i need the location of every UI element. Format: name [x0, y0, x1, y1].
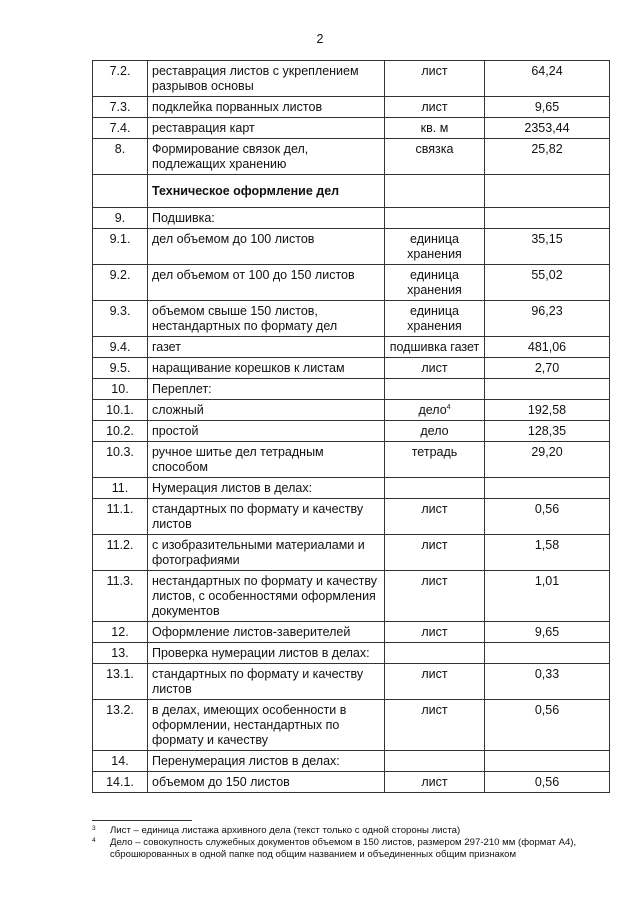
unit-text: дело — [418, 403, 447, 417]
row-number-text: 9.3. — [109, 304, 131, 318]
row-number-cell — [93, 61, 148, 97]
service-name-text: Переплет: — [152, 382, 212, 396]
table-row — [93, 571, 610, 622]
service-name-cell — [148, 700, 385, 751]
price-text: 64,24 — [531, 64, 563, 78]
table-row — [93, 208, 610, 229]
service-name-cell — [148, 301, 385, 337]
unit-cell — [385, 379, 485, 400]
row-number-cell — [93, 301, 148, 337]
price-cell — [485, 208, 610, 229]
row-number-text: 13. — [111, 646, 129, 660]
price-cell — [485, 337, 610, 358]
table-row — [93, 499, 610, 535]
service-name-text: объемом свыше 150 листов, нестандартных по формату дел — [152, 304, 338, 333]
price-text: 29,20 — [531, 445, 563, 459]
price-cell — [485, 175, 610, 208]
price-cell — [485, 379, 610, 400]
table-row — [93, 139, 610, 175]
row-number-cell — [93, 175, 148, 208]
unit-cell — [385, 118, 485, 139]
row-number-cell — [93, 118, 148, 139]
footnote-reference: 4 — [446, 404, 451, 411]
footnotes — [92, 825, 592, 861]
unit-text: лист — [421, 625, 448, 639]
service-name-text: Проверка нумерации листов в делах: — [152, 646, 370, 660]
service-name-text: газет — [152, 340, 181, 354]
table-row — [93, 97, 610, 118]
service-name-cell — [148, 772, 385, 793]
table-row — [93, 772, 610, 793]
row-number-text: 8. — [114, 142, 126, 156]
unit-cell — [385, 751, 485, 772]
price-cell — [485, 139, 610, 175]
service-name-text: подклейка порванных листов — [152, 100, 323, 114]
price-cell — [485, 643, 610, 664]
row-number-cell — [93, 421, 148, 442]
service-name-text: в делах, имеющих особенности в оформлении, нестандартных по формату и качеству — [152, 703, 347, 747]
service-name-cell — [148, 229, 385, 265]
service-name-cell — [148, 442, 385, 478]
service-name-cell — [148, 571, 385, 622]
row-number-text: 13.2. — [106, 703, 134, 717]
unit-cell — [385, 61, 485, 97]
service-name-text: наращивание корешков к листам — [152, 361, 345, 375]
unit-text: дело — [420, 424, 449, 438]
service-name-text: дел объемом от 100 до 150 листов — [152, 268, 355, 282]
row-number-cell — [93, 478, 148, 499]
service-name-text: реставрация листов с укреплением разрывов основы — [152, 64, 359, 93]
row-number-text: 7.3. — [109, 100, 131, 114]
service-name-cell — [148, 61, 385, 97]
service-name-cell — [148, 400, 385, 421]
table-row — [93, 229, 610, 265]
unit-cell — [385, 229, 485, 265]
unit-cell — [385, 664, 485, 700]
service-name-cell — [148, 643, 385, 664]
service-name-cell — [148, 535, 385, 571]
row-number-cell — [93, 139, 148, 175]
unit-cell — [385, 97, 485, 118]
unit-text: подшивка газет — [389, 340, 480, 354]
price-cell — [485, 772, 610, 793]
service-name-text: Формирование связок дел, подлежащих хранению — [152, 142, 309, 171]
service-name-cell — [148, 118, 385, 139]
service-name-text: Оформление листов-заверителей — [152, 625, 351, 639]
row-number-cell — [93, 664, 148, 700]
unit-cell — [385, 400, 485, 421]
price-text: 1,58 — [534, 538, 560, 552]
row-number-cell — [93, 772, 148, 793]
unit-text: единица хранения — [407, 304, 462, 333]
service-name-text: объемом до 150 листов — [152, 775, 290, 789]
price-table-body — [93, 61, 610, 793]
row-number-cell — [93, 337, 148, 358]
service-name-cell — [148, 664, 385, 700]
row-number-cell — [93, 571, 148, 622]
unit-cell — [385, 772, 485, 793]
row-number-text: 10.1. — [106, 403, 134, 417]
row-number-text: 10.3. — [106, 445, 134, 459]
table-row — [93, 751, 610, 772]
row-number-text: 10. — [111, 382, 129, 396]
unit-cell — [385, 571, 485, 622]
row-number-cell — [93, 229, 148, 265]
row-number-text: 9.2. — [109, 268, 131, 282]
unit-text: лист — [421, 574, 448, 588]
unit-text: лист — [421, 64, 448, 78]
table-row — [93, 61, 610, 97]
row-number-text: 10.2. — [106, 424, 134, 438]
row-number-cell — [93, 622, 148, 643]
row-number-text: 14. — [111, 754, 129, 768]
unit-text: лист — [421, 775, 448, 789]
price-cell — [485, 229, 610, 265]
table-row — [93, 301, 610, 337]
unit-text: лист — [421, 667, 448, 681]
price-cell — [485, 478, 610, 499]
service-name-cell — [148, 208, 385, 229]
table-row — [93, 400, 610, 421]
table-row — [93, 622, 610, 643]
unit-cell — [385, 478, 485, 499]
service-name-cell — [148, 622, 385, 643]
service-name-cell — [148, 751, 385, 772]
price-text: 0,56 — [534, 703, 560, 717]
price-cell — [485, 499, 610, 535]
unit-text: кв. м — [420, 121, 449, 135]
table-row — [93, 700, 610, 751]
service-name-text: Техническое оформление дел — [152, 184, 340, 198]
price-cell — [485, 622, 610, 643]
price-text: 481,06 — [527, 340, 567, 354]
page-number: 2 — [316, 32, 324, 46]
unit-cell — [385, 643, 485, 664]
table-row — [93, 442, 610, 478]
service-name-text: простой — [152, 424, 199, 438]
row-number-cell — [93, 265, 148, 301]
price-text: 9,65 — [534, 100, 560, 114]
footnote-3 — [92, 825, 592, 837]
unit-cell — [385, 208, 485, 229]
table-row — [93, 337, 610, 358]
price-text: 2,70 — [534, 361, 560, 375]
unit-text: лист — [421, 361, 448, 375]
price-text: 0,56 — [534, 775, 560, 789]
service-name-text: реставрация карт — [152, 121, 255, 135]
table-row — [93, 664, 610, 700]
price-text: 0,56 — [534, 502, 560, 516]
table-row — [93, 265, 610, 301]
footnote-mark: 3 — [92, 825, 96, 832]
table-row — [93, 421, 610, 442]
service-name-text: стандартных по формату и качеству листов — [152, 502, 364, 531]
price-cell — [485, 118, 610, 139]
price-cell — [485, 400, 610, 421]
row-number-cell — [93, 208, 148, 229]
unit-text: связка — [415, 142, 454, 156]
unit-text: лист — [421, 502, 448, 516]
price-cell — [485, 421, 610, 442]
row-number-text: 11.1. — [106, 502, 134, 516]
unit-cell — [385, 139, 485, 175]
service-name-cell — [148, 478, 385, 499]
price-text: 9,65 — [534, 625, 560, 639]
row-number-text: 9.5. — [109, 361, 131, 375]
price-cell — [485, 700, 610, 751]
row-number-text: 12. — [111, 625, 129, 639]
unit-cell — [385, 622, 485, 643]
price-cell — [485, 97, 610, 118]
unit-cell — [385, 535, 485, 571]
row-number-cell — [93, 751, 148, 772]
price-text: 0,33 — [534, 667, 560, 681]
price-cell — [485, 751, 610, 772]
service-name-text: нестандартных по формату и качеству листов, с особенностями оформления документов — [152, 574, 377, 618]
service-name-cell — [148, 175, 385, 208]
service-name-cell — [148, 337, 385, 358]
footnote-4 — [92, 837, 592, 861]
price-cell — [485, 61, 610, 97]
unit-cell — [385, 337, 485, 358]
unit-text: единица хранения — [407, 268, 462, 297]
price-table — [92, 60, 610, 793]
row-number-text: 9. — [114, 211, 126, 225]
table-row — [93, 358, 610, 379]
service-name-cell — [148, 97, 385, 118]
price-text: 1,01 — [534, 574, 560, 588]
unit-cell — [385, 499, 485, 535]
unit-cell — [385, 358, 485, 379]
row-number-text: 9.4. — [109, 340, 131, 354]
row-number-text: 9.1. — [109, 232, 131, 246]
service-name-cell — [148, 358, 385, 379]
unit-cell — [385, 700, 485, 751]
price-text: 25,82 — [531, 142, 563, 156]
footnote-separator — [92, 820, 192, 821]
service-name-text: дел объемом до 100 листов — [152, 232, 315, 246]
service-name-cell — [148, 499, 385, 535]
footnote-mark: 4 — [92, 837, 96, 844]
price-text: 96,23 — [531, 304, 563, 318]
service-name-text: с изобразительными материалами и фотографиями — [152, 538, 365, 567]
price-cell — [485, 442, 610, 478]
row-number-text: 14.1. — [106, 775, 134, 789]
table-row — [93, 379, 610, 400]
service-name-text: стандартных по формату и качеству листов — [152, 667, 364, 696]
row-number-text: 11.2. — [106, 538, 134, 552]
footnote-text: Дело – совокупность служебных документов объемом в 150 листов, размером 297-210 мм (формат А4), сброшюрованных в одной папке под общим названием и объединенных общим признаком — [110, 837, 577, 860]
unit-cell — [385, 301, 485, 337]
service-name-text: Нумерация листов в делах: — [152, 481, 313, 495]
price-cell — [485, 358, 610, 379]
row-number-cell — [93, 379, 148, 400]
unit-text: тетрадь — [411, 445, 458, 459]
price-text: 128,35 — [527, 424, 567, 438]
price-cell — [485, 535, 610, 571]
table-row — [93, 643, 610, 664]
row-number-text: 13.1. — [106, 667, 134, 681]
service-name-text: Подшивка: — [152, 211, 215, 225]
table-row — [93, 478, 610, 499]
price-cell — [485, 571, 610, 622]
row-number-text: 11.3. — [106, 574, 134, 588]
price-cell — [485, 664, 610, 700]
footnote-text: Лист – единица листажа архивного дела (текст только с одной стороны листа) — [110, 825, 461, 836]
table-row — [93, 118, 610, 139]
price-text: 55,02 — [531, 268, 563, 282]
service-name-cell — [148, 139, 385, 175]
service-name-text: ручное шитье дел тетрадным способом — [152, 445, 324, 474]
price-text: 192,58 — [527, 403, 567, 417]
service-name-cell — [148, 421, 385, 442]
row-number-text: 11. — [111, 481, 129, 495]
unit-cell — [385, 442, 485, 478]
row-number-cell — [93, 400, 148, 421]
unit-cell — [385, 265, 485, 301]
table-row — [93, 535, 610, 571]
row-number-cell — [93, 700, 148, 751]
row-number-cell — [93, 442, 148, 478]
row-number-cell — [93, 97, 148, 118]
unit-cell — [385, 421, 485, 442]
price-cell — [485, 301, 610, 337]
service-name-text: сложный — [152, 403, 204, 417]
service-name-cell — [148, 265, 385, 301]
row-number-cell — [93, 643, 148, 664]
section-header-row — [93, 175, 610, 208]
unit-text: лист — [421, 703, 448, 717]
price-text: 2353,44 — [524, 121, 570, 135]
service-name-cell — [148, 379, 385, 400]
price-cell — [485, 265, 610, 301]
row-number-cell — [93, 499, 148, 535]
unit-text: единица хранения — [407, 232, 462, 261]
unit-text: лист — [421, 100, 448, 114]
service-name-text: Перенумерация листов в делах: — [152, 754, 340, 768]
price-text: 35,15 — [531, 232, 563, 246]
row-number-text: 7.2. — [109, 64, 131, 78]
unit-text: лист — [421, 538, 448, 552]
row-number-cell — [93, 358, 148, 379]
unit-cell — [385, 175, 485, 208]
row-number-text: 7.4. — [109, 121, 131, 135]
row-number-cell — [93, 535, 148, 571]
